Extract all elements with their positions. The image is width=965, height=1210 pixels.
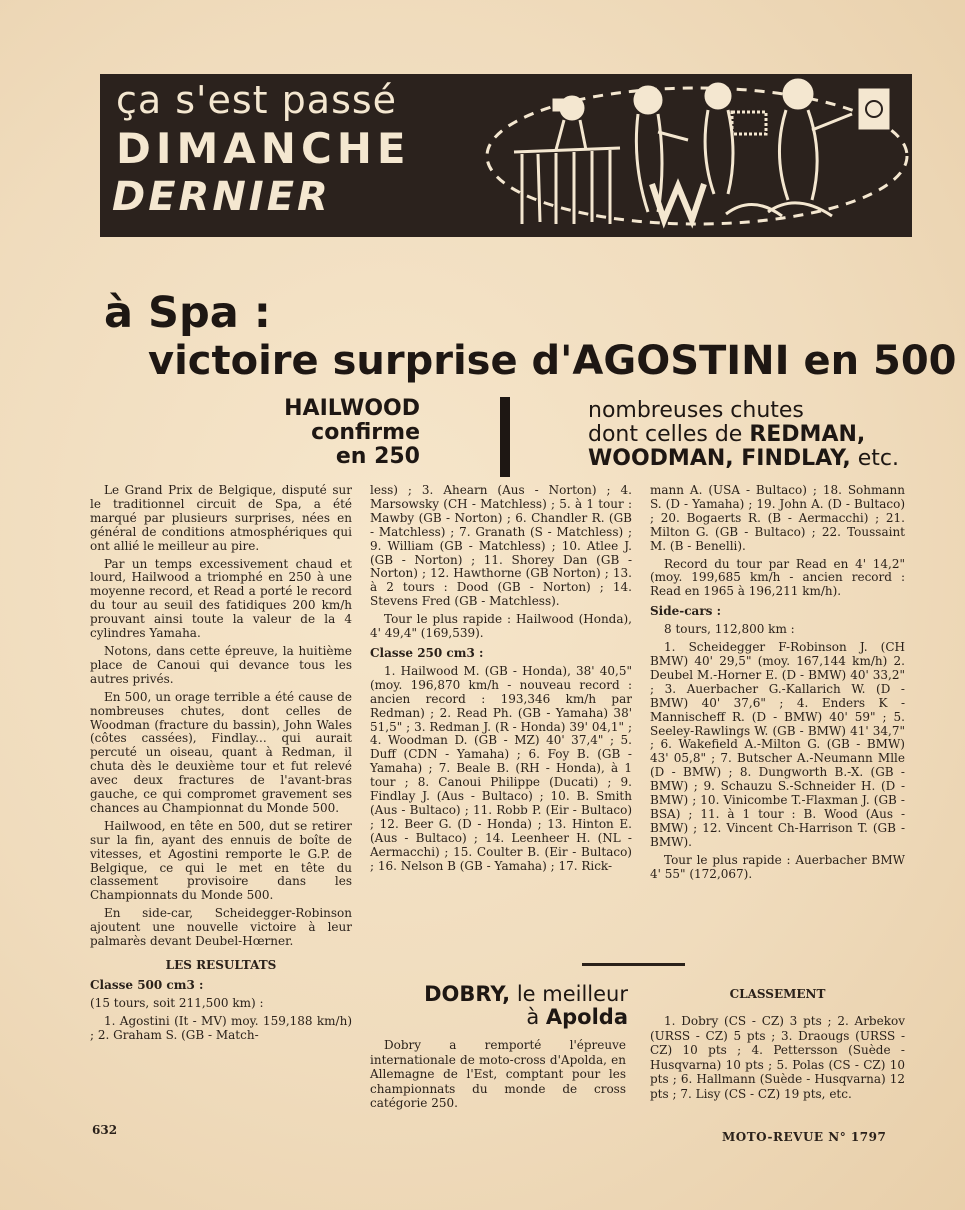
subheadline-left-line-1: HAILWOOD <box>284 396 420 421</box>
subheadline-right-name: REDMAN, <box>749 422 866 447</box>
headline-line-2: victoire surprise d'AGOSTINI en 500 <box>148 338 957 384</box>
section-banner <box>100 74 912 237</box>
headline-line-1: à Spa : <box>104 288 271 338</box>
paragraph: Hailwood, en tête en 500, dut se retirer sur la fin, ayant des ennuis de boîte de vitesses, et Agostini remporte le G.P. de Belgique, ce qui le met en tête du classement provisoire dans les Championnats du Monde 500. <box>90 818 352 903</box>
dobry-headline <box>366 983 628 1029</box>
dobry-headline-line-2 <box>366 1006 628 1029</box>
subheadline-right <box>588 399 918 471</box>
article-column-2 <box>370 484 632 877</box>
class-500-info: (15 tours, soit 211,500 km) : <box>90 995 264 1010</box>
results-heading: LES RESULTATS <box>165 958 277 972</box>
subheadline-right-names: WOODMAN, FINDLAY, <box>588 446 851 471</box>
paragraph: En side-car, Scheidegger-Robinson ajoutent une nouvelle victoire à leur palmarès devant Deubel-Hœrner. <box>90 906 352 949</box>
dobry-name: DOBRY, <box>424 982 511 1006</box>
class-500-results: 1. Agostini (It - MV) moy. 159,188 km/h) ; 2. Graham S. (GB - Match- <box>90 1013 352 1042</box>
banner-line-2: DIMANCHE <box>116 124 411 173</box>
dobry-title-rest: le meilleur <box>510 982 628 1006</box>
lap-record-250: Record du tour par Read en 4' 14,2" (moy. 199,685 km/h - ancien record : Read en 1965 à 196,211 km/h). <box>650 556 905 599</box>
subheadline-left <box>240 397 420 469</box>
class-500-heading: Classe 500 cm3 : <box>90 977 204 992</box>
fastest-lap-sidecars: Tour le plus rapide : Auerbacher BMW 4' 55" (172,067). <box>650 852 905 881</box>
paragraph: Par un temps excessivement chaud et lourd, Hailwood a triomphé en 250 à une moyenne record, et Read a porté le record du tour au seuil des fatidiques 200 km/h prouvant ainsi toute la valeur de la 4 cylindres Yamaha. <box>90 556 352 641</box>
sidecars-heading: Side-cars : <box>650 604 721 619</box>
class-250-results: 1. Hailwood M. (GB - Honda), 38' 40,5" (moy. 196,870 km/h - nouveau record : ancien record : 193,346 km/h par Redman) ; 2. Read Ph. (GB - Yamaha) 38' 51,5" ; 3. Redman J. (R - Honda) 39' 04,1" ; 4. Woodman D. (GB - MZ) 40' 37,4" ; 5. Duff (CDN - Yamaha) ; 6. Foy B. (GB - Yamaha) ; 7. Beale B. (RH - Honda), à 1 tour ; 8. Canoui Philippe (Ducati) ; 9. Findlay J. (Aus - Bultaco) ; 10. B. Smith (Aus - Bultaco) ; 11. Robb P. (Eir - Bultaco) ; 12. Beer G. (D - Honda) ; 13. Hinton E. (Aus - Bultaco) ; 14. Leenheer H. (NL - Aermacchi) ; 15. Coulter B. (Eir - Bultaco) ; 16. Nelson B (GB - Yamaha) ; 17. Rick- <box>370 663 632 873</box>
paragraph: En 500, un orage terrible a été cause de nombreuses chutes, dont celles de Woodman (fracture du bassin), John Wales (côtes cassées), Findlay... qui aurait percuté un oiseau, quant à Redman, il chuta dès le deuxième tour et fut relevé avec deux fractures de l'avant-bras gauche, ce qui compromet gravement ses chances au Championnat du Monde 500. <box>90 689 352 815</box>
page-number: 632 <box>92 1123 118 1137</box>
sidecars-results: 1. Scheidegger F-Robinson J. (CH BMW) 40' 29,5" (moy. 167,144 km/h) 2. Deubel M.-Horner E. (D - BMW) 40' 33,2" ; 3. Auerbacher G.-Kallarich W. (D - BMW) 40' 37,6" ; 4. Enders K - Mannischeff R. (D - BMW) 40' 59" ; 5. Seeley-Rawlings W. (GB - BMW) 41' 34,7" ; 6. Wakefield A.-Milton G. (GB - BMW) 43' 05,8" ; 7. Butscher A.-Neumann Mlle (D - BMW) ; 8. Dungworth B.-X. (GB - BMW) ; 9. Schauzu S.-Schneider H. (D - BMW) ; 10. Vinicombe T.-Flaxman J. (GB - BSA) ; 11. à 1 tour : B. Wood (Aus - BMW) ; 12. Vincent Ch-Harrison T. (GB - BMW). <box>650 640 905 849</box>
subheadline-right-line-3 <box>588 447 918 471</box>
subheadline-right-text: dont celles de <box>588 422 750 447</box>
paragraph: Le Grand Prix de Belgique, disputé sur le traditionnel circuit de Spa, a été marqué par plusieurs surprises, nées en général de conditions atmosphériques qui ont allié le meilleur au pire. <box>90 483 352 553</box>
fastest-lap-500: Tour le plus rapide : Hailwood (Honda), 4' 49,4" (169,539). <box>370 612 632 641</box>
headline-divider <box>500 397 510 477</box>
class-250-results-continued: mann A. (USA - Bultaco) ; 18. Sohmann S. (D - Yamaha) ; 19. John A. (D - Bultaco) ; 20. Bogaerts R. (B - Aermacchi) ; 21. Milton G. (GB - Bultaco) ; 22. Toussaint M. (B - Benelli). <box>650 483 905 553</box>
subheadline-left-line-3: en 250 <box>335 444 420 469</box>
article-column-1 <box>90 484 352 1047</box>
sidecars-info: 8 tours, 112,800 km : <box>664 622 795 637</box>
classement-results: 1. Dobry (CS - CZ) 3 pts ; 2. Arbekov (URSS - CZ) 5 pts ; 3. Draougs (URSS - CZ) 10 pts ; 4. Pettersson (Suède - Husqvarna) 10 pts ; 5. Polas (CS - CZ) 10 pts ; 6. Hallmann (Suède - Husqvarna) 12 pts ; 7. Lisy (CS - CZ) 19 pts, etc. <box>650 1014 905 1101</box>
classement-heading: CLASSEMENT <box>729 987 826 1001</box>
dobry-title-apolda: Apolda <box>545 1005 628 1029</box>
subheadline-right-line-1: nombreuses chutes <box>588 398 804 423</box>
subheadline-left-line-2: confirme <box>311 420 420 445</box>
class-250-heading: Classe 250 cm3 : <box>370 645 484 660</box>
subheadline-right-line-2 <box>588 423 918 447</box>
article-column-3 <box>650 484 905 885</box>
banner-line-3: DERNIER <box>112 174 331 220</box>
banner-line-1: ça s'est passé <box>116 78 398 122</box>
spectators-cartoon-illustration <box>452 74 912 237</box>
dobry-headline-line-1 <box>366 983 628 1006</box>
dobry-title-a: à <box>526 1005 546 1029</box>
subheadline-right-etc: etc. <box>850 446 900 471</box>
section-separator <box>582 963 685 966</box>
paragraph: Notons, dans cette épreuve, la huitième place de Canoui qui devance tous les autres privés. <box>90 643 352 686</box>
magazine-footer: MOTO-REVUE N° 1797 <box>722 1130 887 1144</box>
class-500-results-continued: less) ; 3. Ahearn (Aus - Norton) ; 4. Marsowsky (CH - Matchless) ; 5. à 1 tour : Mawby (GB - Norton) ; 6. Chandler R. (GB - Matchless) ; 7. Granath (S - Matchless) ; 9. William (GB - Matchless) ; 10. Atlee J. (GB - Norton) ; 11. Shorey Dan (GB - Norton) ; 12. Hawthorne (GB Norton) ; 13. à 2 tours : Dood (GB - Norton) ; 14. Stevens Fred (GB - Matchless). <box>370 483 632 609</box>
dobry-paragraph: Dobry a remporté l'épreuve internationale de moto-cross d'Apolda, en Allemagne de l'Est, comptant pour les championnats du monde de cross catégorie 250. <box>370 1038 626 1110</box>
